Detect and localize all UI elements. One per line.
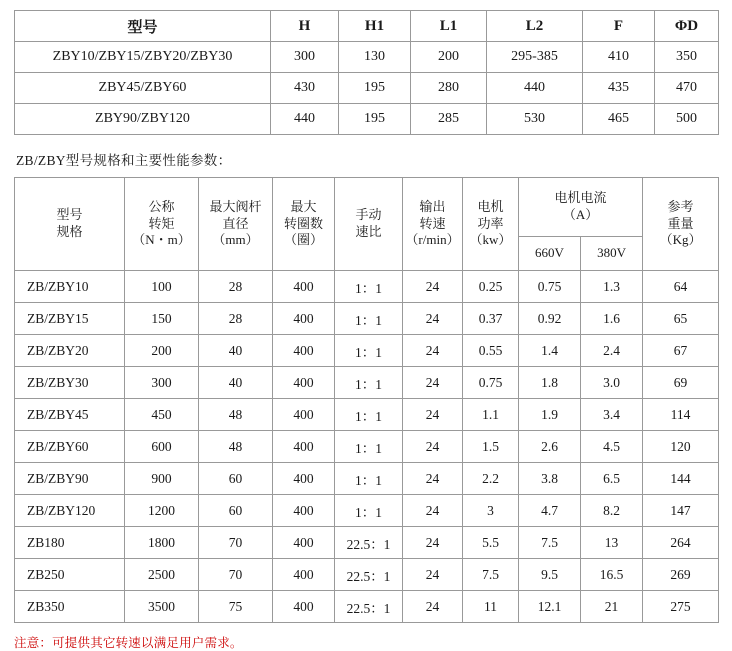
spec-cell-power: 1.1: [463, 399, 519, 431]
spec-cell-model: ZB/ZBY20: [15, 335, 125, 367]
table-row: [15, 463, 719, 495]
dim-header-h1: H1: [339, 11, 411, 42]
spec-header-max-turns: 最大 转圈数 （圈）: [273, 178, 335, 271]
spec-header-torque: 公称 转矩 （N・m）: [125, 178, 199, 271]
spec-cell-model: ZB350: [15, 591, 125, 623]
table-row: [15, 104, 719, 135]
spec-cell-current-380v: 1.3: [581, 271, 643, 303]
spec-cell-model: ZB/ZBY30: [15, 367, 125, 399]
spec-cell-turns: 400: [273, 527, 335, 559]
spec-cell-turns: 400: [273, 495, 335, 527]
spec-cell-ratio: 22.5：1: [335, 591, 403, 623]
table-row: [15, 271, 719, 303]
spec-cell-current-660v: 0.75: [519, 271, 581, 303]
spec-cell-turns: 400: [273, 303, 335, 335]
spec-cell-model: ZB180: [15, 527, 125, 559]
table-row: [15, 335, 719, 367]
spec-cell-power: 0.75: [463, 367, 519, 399]
dim-cell-h1: 195: [339, 73, 411, 104]
spec-cell-model: ZB/ZBY120: [15, 495, 125, 527]
spec-cell-model: ZB/ZBY90: [15, 463, 125, 495]
table-row: [15, 367, 719, 399]
spec-cell-power: 5.5: [463, 527, 519, 559]
spec-table-body: [15, 271, 719, 623]
spec-cell-ratio: 22.5：1: [335, 527, 403, 559]
dim-cell-l1: 285: [411, 104, 487, 135]
spec-cell-model: ZB/ZBY60: [15, 431, 125, 463]
spec-header-current-660v: 660V: [519, 237, 581, 271]
spec-cell-torque: 2500: [125, 559, 199, 591]
spec-cell-speed: 24: [403, 335, 463, 367]
spec-cell-speed: 24: [403, 367, 463, 399]
spec-cell-power: 1.5: [463, 431, 519, 463]
spec-cell-current-660v: 3.8: [519, 463, 581, 495]
spec-cell-torque: 600: [125, 431, 199, 463]
spec-cell-model: ZB/ZBY10: [15, 271, 125, 303]
spec-cell-weight: 120: [643, 431, 719, 463]
spec-header-manual-ratio: 手动 速比: [335, 178, 403, 271]
spec-header-motor-current: 电机电流 （A）: [519, 178, 643, 237]
spec-cell-turns: 400: [273, 399, 335, 431]
spec-cell-power: 0.25: [463, 271, 519, 303]
spec-cell-stem: 28: [199, 271, 273, 303]
spec-cell-torque: 100: [125, 271, 199, 303]
dim-cell-model: ZBY90/ZBY120: [15, 104, 271, 135]
spec-cell-speed: 24: [403, 399, 463, 431]
dim-cell-h: 440: [271, 104, 339, 135]
table-row: [15, 559, 719, 591]
table-row: [15, 495, 719, 527]
spec-cell-torque: 1800: [125, 527, 199, 559]
spec-cell-weight: 264: [643, 527, 719, 559]
footer-note-text: 可提供其它转速以满足用户需求。: [52, 636, 243, 650]
spec-cell-ratio: 1：1: [335, 303, 403, 335]
spec-cell-weight: 67: [643, 335, 719, 367]
table-row: [15, 303, 719, 335]
spec-cell-stem: 75: [199, 591, 273, 623]
spec-cell-current-380v: 1.6: [581, 303, 643, 335]
dim-cell-phi-d: 350: [655, 42, 719, 73]
spec-cell-turns: 400: [273, 367, 335, 399]
spec-cell-current-660v: 7.5: [519, 527, 581, 559]
spec-cell-ratio: 1：1: [335, 367, 403, 399]
spec-cell-stem: 28: [199, 303, 273, 335]
spec-cell-current-380v: 4.5: [581, 431, 643, 463]
dim-cell-phi-d: 470: [655, 73, 719, 104]
spec-cell-ratio: 1：1: [335, 399, 403, 431]
spec-cell-current-660v: 9.5: [519, 559, 581, 591]
spec-cell-turns: 400: [273, 271, 335, 303]
dim-header-l1: L1: [411, 11, 487, 42]
spec-cell-model: ZB/ZBY45: [15, 399, 125, 431]
spec-cell-current-380v: 3.0: [581, 367, 643, 399]
spec-cell-current-660v: 0.92: [519, 303, 581, 335]
spec-cell-power: 2.2: [463, 463, 519, 495]
spec-cell-weight: 269: [643, 559, 719, 591]
spec-cell-ratio: 1：1: [335, 335, 403, 367]
spec-cell-power: 3: [463, 495, 519, 527]
table-row: [15, 431, 719, 463]
spec-cell-stem: 48: [199, 431, 273, 463]
spec-cell-power: 7.5: [463, 559, 519, 591]
spec-cell-current-380v: 13: [581, 527, 643, 559]
dim-cell-h1: 130: [339, 42, 411, 73]
section-caption: ZB/ZBY型号规格和主要性能参数：: [16, 153, 232, 168]
dim-cell-l2: 440: [487, 73, 583, 104]
spec-cell-speed: 24: [403, 527, 463, 559]
dim-header-phi-d: ΦD: [655, 11, 719, 42]
spec-cell-ratio: 1：1: [335, 463, 403, 495]
footer-note-label: 注意：: [14, 636, 53, 650]
spec-cell-stem: 70: [199, 527, 273, 559]
dim-cell-f: 465: [583, 104, 655, 135]
spec-cell-current-660v: 1.9: [519, 399, 581, 431]
spec-cell-weight: 147: [643, 495, 719, 527]
spec-cell-speed: 24: [403, 303, 463, 335]
table-header-row: [15, 11, 719, 42]
spec-cell-torque: 1200: [125, 495, 199, 527]
spec-cell-stem: 48: [199, 399, 273, 431]
table-row: [15, 73, 719, 104]
spec-cell-stem: 60: [199, 463, 273, 495]
spec-cell-torque: 3500: [125, 591, 199, 623]
spec-cell-current-660v: 4.7: [519, 495, 581, 527]
spec-cell-weight: 114: [643, 399, 719, 431]
spec-cell-current-380v: 21: [581, 591, 643, 623]
spec-cell-stem: 60: [199, 495, 273, 527]
spec-cell-current-380v: 6.5: [581, 463, 643, 495]
spec-cell-current-660v: 2.6: [519, 431, 581, 463]
spec-cell-turns: 400: [273, 335, 335, 367]
dim-cell-l2: 295-385: [487, 42, 583, 73]
spec-cell-weight: 64: [643, 271, 719, 303]
table-row: [15, 591, 719, 623]
spec-cell-torque: 300: [125, 367, 199, 399]
spec-cell-turns: 400: [273, 463, 335, 495]
spec-cell-current-380v: 3.4: [581, 399, 643, 431]
spec-header-model: 型号 规格: [15, 178, 125, 271]
dimension-table: [14, 10, 719, 135]
spec-cell-speed: 24: [403, 495, 463, 527]
dim-cell-model: ZBY10/ZBY15/ZBY20/ZBY30: [15, 42, 271, 73]
dim-cell-phi-d: 500: [655, 104, 719, 135]
spec-cell-ratio: 1：1: [335, 431, 403, 463]
spec-cell-stem: 70: [199, 559, 273, 591]
spec-cell-model: ZB250: [15, 559, 125, 591]
spec-cell-current-660v: 1.8: [519, 367, 581, 399]
spec-cell-current-380v: 16.5: [581, 559, 643, 591]
spec-cell-speed: 24: [403, 463, 463, 495]
spec-cell-turns: 400: [273, 591, 335, 623]
dim-header-model: 型号: [15, 11, 271, 42]
spec-cell-ratio: 1：1: [335, 271, 403, 303]
table-row: [15, 42, 719, 73]
dim-cell-model: ZBY45/ZBY60: [15, 73, 271, 104]
spec-header-output-speed: 输出 转速 （r/min）: [403, 178, 463, 271]
spec-cell-ratio: 1：1: [335, 495, 403, 527]
spec-cell-weight: 65: [643, 303, 719, 335]
spec-cell-stem: 40: [199, 335, 273, 367]
dim-cell-h: 300: [271, 42, 339, 73]
dim-cell-f: 435: [583, 73, 655, 104]
spec-cell-torque: 450: [125, 399, 199, 431]
spec-cell-power: 11: [463, 591, 519, 623]
dim-cell-h: 430: [271, 73, 339, 104]
spec-cell-speed: 24: [403, 591, 463, 623]
table-row: [15, 527, 719, 559]
dim-cell-h1: 195: [339, 104, 411, 135]
spec-cell-torque: 150: [125, 303, 199, 335]
spec-cell-weight: 69: [643, 367, 719, 399]
dim-cell-l1: 280: [411, 73, 487, 104]
footer-note: [14, 633, 718, 651]
dim-header-f: F: [583, 11, 655, 42]
spec-cell-torque: 900: [125, 463, 199, 495]
table-header-row: [15, 178, 719, 237]
spec-cell-power: 0.55: [463, 335, 519, 367]
dim-header-l2: L2: [487, 11, 583, 42]
spec-cell-stem: 40: [199, 367, 273, 399]
spec-cell-speed: 24: [403, 559, 463, 591]
table-row: [15, 399, 719, 431]
spec-header-weight: 参考 重量 （Kg）: [643, 178, 719, 271]
spec-header-motor-power: 电机 功率 （kw）: [463, 178, 519, 271]
spec-cell-turns: 400: [273, 559, 335, 591]
spec-header-current-380v: 380V: [581, 237, 643, 271]
dim-cell-f: 410: [583, 42, 655, 73]
spec-cell-weight: 275: [643, 591, 719, 623]
dim-cell-l1: 200: [411, 42, 487, 73]
spec-header-stem-diameter: 最大阀杆 直径 （mm）: [199, 178, 273, 271]
spec-cell-current-380v: 8.2: [581, 495, 643, 527]
specification-table: [14, 177, 719, 623]
spec-cell-model: ZB/ZBY15: [15, 303, 125, 335]
spec-cell-ratio: 22.5：1: [335, 559, 403, 591]
spec-cell-current-660v: 12.1: [519, 591, 581, 623]
spec-cell-turns: 400: [273, 431, 335, 463]
spec-cell-torque: 200: [125, 335, 199, 367]
dim-header-h: H: [271, 11, 339, 42]
spec-cell-speed: 24: [403, 271, 463, 303]
spec-cell-current-660v: 1.4: [519, 335, 581, 367]
spec-cell-weight: 144: [643, 463, 719, 495]
dim-cell-l2: 530: [487, 104, 583, 135]
spec-cell-power: 0.37: [463, 303, 519, 335]
spec-cell-speed: 24: [403, 431, 463, 463]
spec-cell-current-380v: 2.4: [581, 335, 643, 367]
